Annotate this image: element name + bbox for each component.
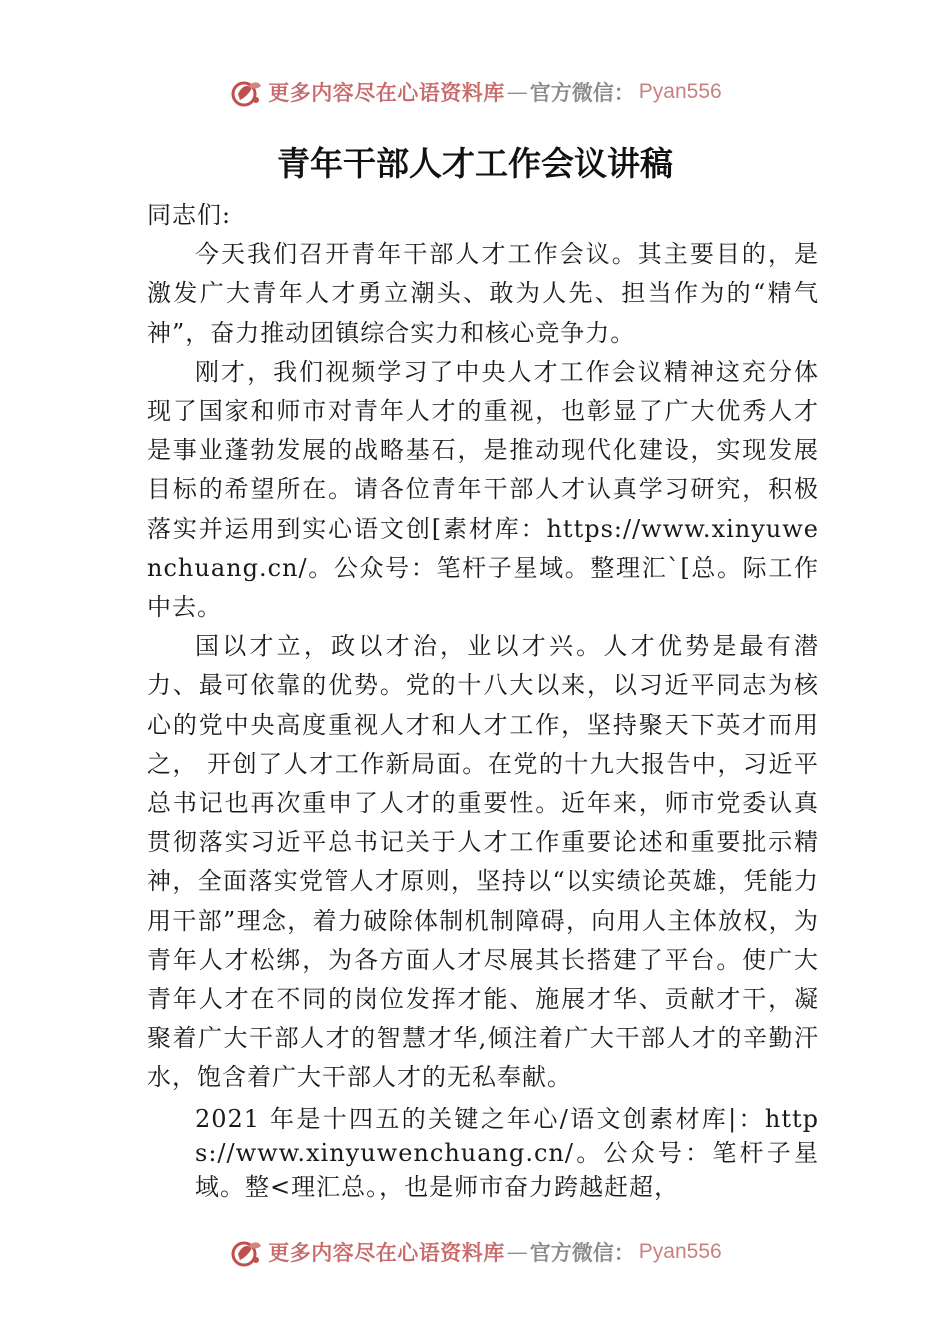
document-body	[147, 196, 819, 1204]
banner-wechat-label: 官方微信：	[529, 80, 635, 105]
lotus-logo-icon	[228, 74, 264, 110]
footer-watermark-banner	[0, 1232, 950, 1272]
banner-wechat-id: Pyan556	[638, 80, 722, 103]
paragraph-3: 国以才立，政以才治，业以才兴。人才优势是最有潜力、最可依靠的优势。党的十八大以来，以习近平同志为核心的党中央高度重视人才和人才工作，坚持聚天下英才而用之， 开创了人才工作新局面。在党的十九大报告中，习近平总书记也再次重申了人才的重要性。近年来，师市党委认真贯彻落实习近平总书记关于人才工作重要论述和重要批示精神，全面落实党管人才原则，坚持以“以实绩论英雄，凭能力用干部”理念，着力破除体制机制障碍，向用人主体放权，为青年人才松绑，为各方面人才尽展其长搭建了平台。使广大青年人才在不同的岗位发挥才能、施展才华、贡献才干，凝聚着广大干部人才的智慧才华,倾注着广大干部人才的辛勤汗水，饱含着广大干部人才的无私奉献。	[147, 632, 819, 1092]
paragraph-4: 2021 年是十四五的关键之年心/语文创素材库|：https://www.xinyuwenchuang.cn/。公众号：笔杆子星域。整<理汇总。，也是师市奋力跨越赶超，	[195, 1104, 819, 1201]
salutation: 同志们:	[147, 201, 232, 229]
banner-separator: —	[506, 80, 528, 104]
banner-slogan: 更多内容尽在心语资料库	[268, 80, 505, 105]
lotus-logo-icon	[228, 1234, 264, 1270]
banner-separator: —	[506, 1240, 528, 1264]
banner-wechat-id: Pyan556	[638, 1240, 722, 1263]
document-title: 青年干部人才工作会议讲稿	[277, 144, 673, 183]
banner-wechat-label: 官方微信：	[529, 1240, 635, 1265]
banner-slogan: 更多内容尽在心语资料库	[268, 1240, 505, 1265]
paragraph-1: 今天我们召开青年干部人才工作会议。其主要目的，是激发广大青年人才勇立潮头、敢为人先、担当作为的“精气神”，奋力推动团镇综合实力和核心竞争力。	[147, 240, 819, 347]
header-watermark-banner	[0, 72, 950, 112]
paragraph-2: 刚才，我们视频学习了中央人才工作会议精神这充分体现了国家和师市对青年人才的重视，也彰显了广大优秀人才是事业蓬勃发展的战略基石，是推动现代化建设，实现发展目标的希望所在。请各位青年干部人才认真学习研究，积极落实并运用到实心语文创[素材库：https://www.xinyuwenchuang.cn/。公众号：笔杆子星域。整理汇`[总。际工作中去。	[147, 357, 819, 622]
